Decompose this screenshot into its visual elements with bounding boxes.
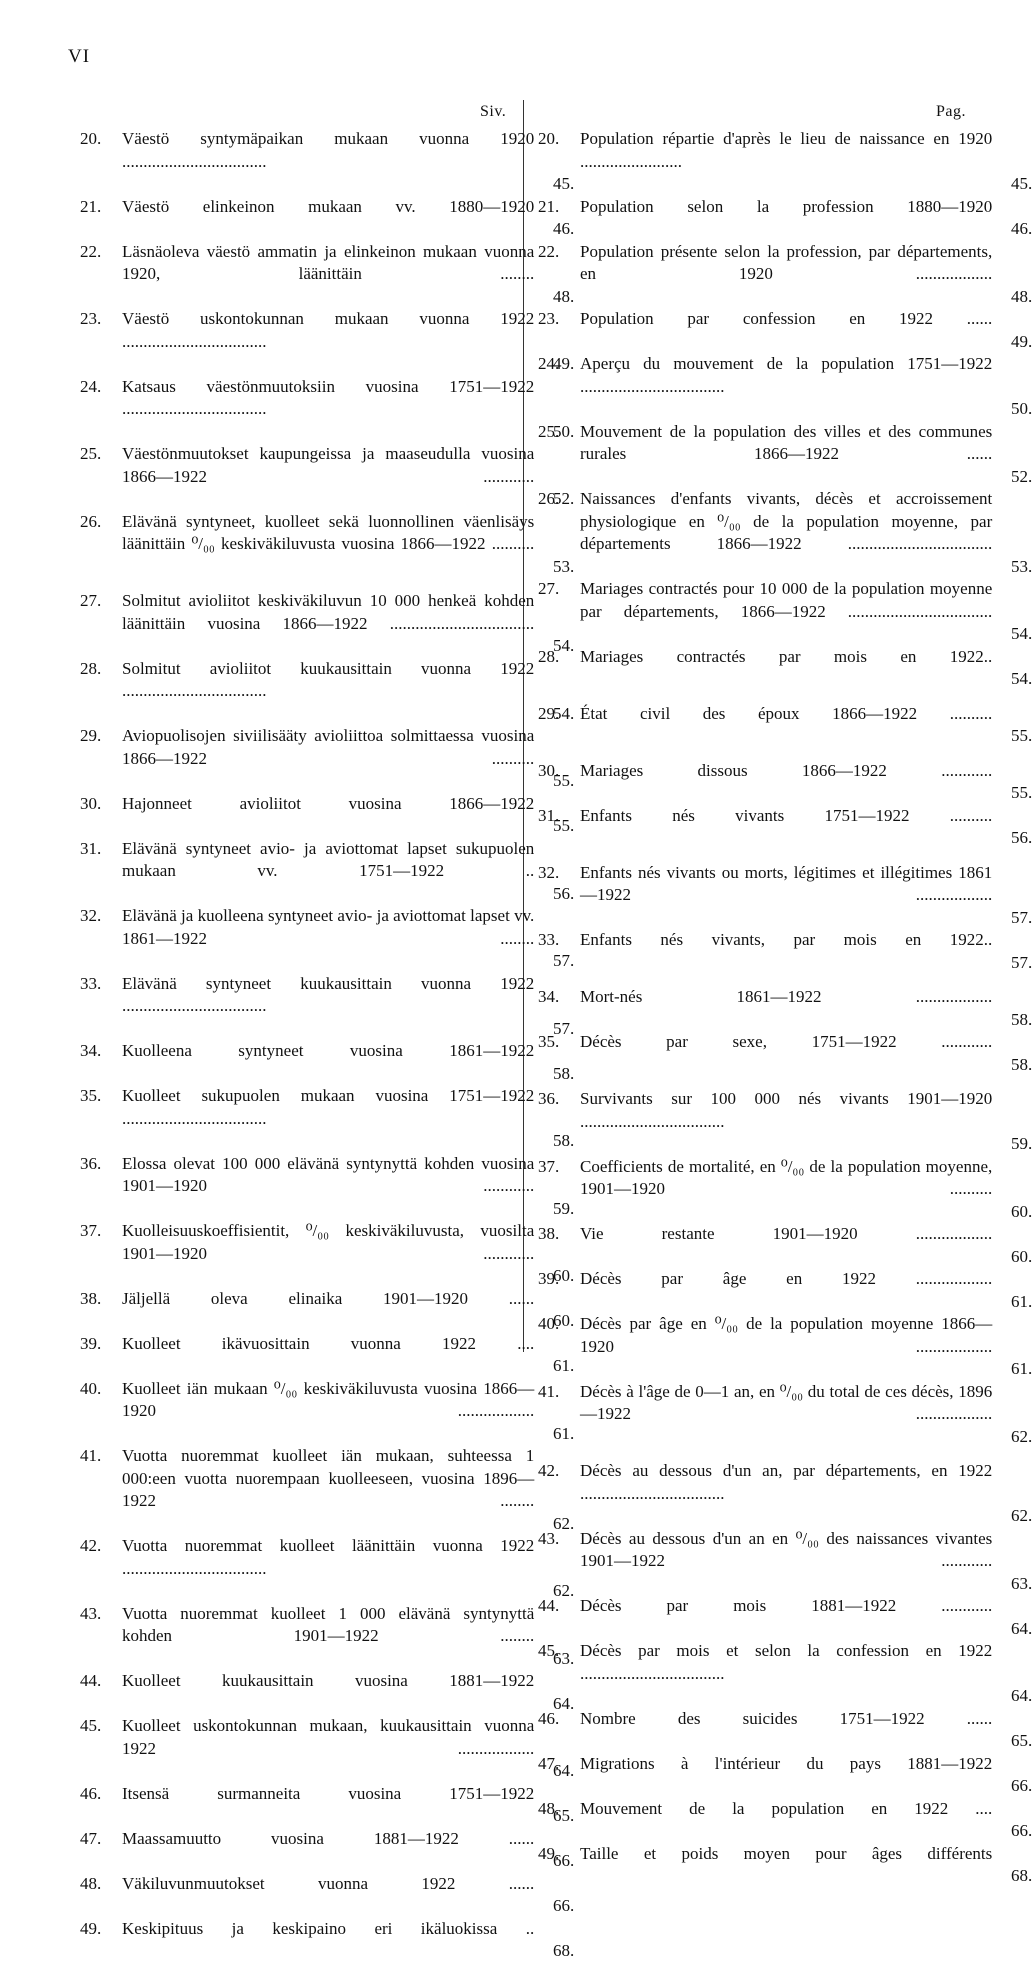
finnish-entry-page: 53. (553, 556, 575, 576)
french-entry-number: 23. (538, 309, 560, 328)
french-entry-page: 68. (1011, 1866, 1032, 1885)
french-entry-number: 35. (538, 1032, 560, 1051)
finnish-entry-page: 57. (553, 951, 575, 970)
french-entry (538, 128, 1032, 196)
finnish-entry-title: Väestö syntymäpaikan mukaan vuonna 1920 .................................. (122, 129, 535, 171)
french-entry (538, 862, 1032, 930)
french-entry-title: Mariages contractés pour 10 000 de la population moyenne par départements, 1866—1922 .................................. (580, 579, 993, 621)
french-entry (538, 1031, 1032, 1076)
finnish-entry-page: 64. (553, 1693, 575, 1713)
french-entry-title: Décès par sexe, 1751—1922 ............ (580, 1032, 993, 1051)
finnish-entry-number: 28. (80, 658, 102, 678)
french-entry-title: Population par confession en 1922 ...... (580, 309, 993, 328)
french-entry (538, 1223, 1032, 1268)
french-entry-title: Vie restante 1901—1920 .................. (580, 1224, 993, 1243)
finnish-entry-page: 52. (553, 489, 575, 508)
french-entry-title: Décès par mois et selon la confession en 1922 .................................. (580, 1641, 993, 1683)
finnish-entry-title: Katsaus väestönmuutoksiin vuosina 1751—1922 .................................. (122, 376, 535, 418)
finnish-entry-title: Kuolleet uskontokunnan mukaan, kuukausittain vuonna 1922 .................. (122, 1716, 535, 1758)
french-entry-title: Décès au dessous d'un an en ⁰/₀₀ des naissances vivantes 1901—1922 ............ (580, 1528, 993, 1570)
french-entry (538, 760, 1032, 805)
french-entry (538, 646, 1032, 691)
finnish-entry-number: 35. (80, 1086, 102, 1105)
french-entry-page: 55. (1011, 783, 1032, 802)
finnish-entry-number: 24. (80, 376, 102, 396)
finnish-entry (80, 128, 575, 196)
french-entry-title: Nombre des suicides 1751—1922 ...... (580, 1708, 993, 1728)
finnish-entry (80, 241, 575, 309)
french-entry (538, 1313, 1032, 1381)
finnish-entry-title: Kuolleet kuukausittain vuosina 1881—1922 (122, 1671, 535, 1690)
finnish-entry-title: Vuotta nuoremmat kuolleet 1 000 elävänä syntynyttä kohden 1901—1922 ........ (122, 1603, 535, 1645)
finnish-entry-title: Kuolleet iän mukaan ⁰/₀₀ keskiväkiluvusta vuosina 1866—1920 .................. (122, 1378, 535, 1420)
french-entry-number: 40. (538, 1314, 560, 1333)
finnish-entry-page: 50. (553, 421, 575, 441)
finnish-entry-title: Solmitut avioliitot kuukausittain vuonna 1922 .................................. (122, 658, 535, 700)
french-entry-number: 27. (538, 579, 560, 598)
french-entry (538, 1268, 1032, 1313)
french-entry (538, 929, 1032, 974)
french-entry-number: 33. (538, 930, 560, 949)
finnish-entry-number: 23. (80, 309, 102, 328)
french-entry-number: 26. (538, 489, 560, 508)
french-entry-page: 57. (1011, 952, 1032, 972)
french-entry-title: Décès par âge en 1922 .................. (580, 1269, 993, 1288)
french-entry-title: Coefficients de mortalité, en ⁰/₀₀ de la population moyenne, 1901—1920 .......... (580, 1156, 993, 1198)
french-entry (538, 196, 1032, 241)
finnish-entry-title: Itsensä surmanneita vuosina 1751—1922 (122, 1783, 535, 1803)
french-entry-page: 50. (1011, 399, 1032, 418)
french-entry-number: 31. (538, 805, 560, 825)
finnish-entry-page: 62. (553, 1513, 575, 1533)
finnish-entry-page: 61. (553, 1423, 575, 1443)
french-entry-page: 49. (1011, 331, 1032, 351)
finnish-entry-title: Väestönmuutokset kaupungeissa ja maaseudulla vuosina 1866—1922 ............ (122, 444, 535, 486)
finnish-entry-number: 30. (80, 793, 102, 813)
finnish-entry-number: 36. (80, 1153, 102, 1173)
finnish-entry-title: Elävänä syntyneet avio- ja aviottomat lapset sukupuolen mukaan vv. 1751—1922 .. (122, 838, 535, 880)
finnish-entry-title: Maassamuutto vuosina 1881—1922 ...... (122, 1828, 535, 1848)
french-entry-number: 42. (538, 1461, 560, 1480)
french-entry-page: 52. (1011, 466, 1032, 486)
finnish-entry-title: Solmitut avioliitot keskiväkiluvun 10 000 henkeä kohden läänittäin vuosina 1866—1922 .................................. (122, 591, 535, 633)
finnish-entry-page: 63. (553, 1648, 575, 1668)
finnish-entry-page: 65. (553, 1806, 575, 1825)
french-entry (538, 353, 1032, 421)
french-entry-page: 58. (1011, 1054, 1032, 1074)
french-entry (538, 703, 1032, 748)
finnish-entry-number: 20. (80, 129, 102, 148)
finnish-entry-title: Aviopuolisojen siviilisääty avioliittoa solmittaessa vuosina 1866—1922 .......... (122, 726, 535, 768)
french-entry-page: 60. (1011, 1246, 1032, 1266)
french-entry-page: 55. (1011, 726, 1032, 745)
french-entry-page: 59. (1011, 1134, 1032, 1153)
french-entry-number: 48. (538, 1798, 560, 1818)
finnish-entry-title: Hajonneet avioliitot vuosina 1866—1922 (122, 793, 535, 813)
finnish-entry (80, 511, 575, 579)
finnish-entry-page: 66. (553, 1896, 575, 1915)
finnish-entry (80, 1918, 575, 1963)
french-entry-number: 44. (538, 1596, 560, 1615)
finnish-entry-page: 55. (553, 816, 575, 835)
finnish-entry-title: Elävänä syntyneet kuukausittain vuonna 1922 .................................. (122, 973, 535, 1015)
finnish-entry-page: 61. (553, 1356, 575, 1375)
finnish-entry-page: 60. (553, 1266, 575, 1285)
french-entry-title: État civil des époux 1866—1922 .......... (580, 703, 993, 723)
finnish-entry-title: Kuolleena syntyneet vuosina 1861—1922 (122, 1041, 535, 1060)
finnish-entry-title: Jäljellä oleva elinaika 1901—1920 ...... (122, 1288, 535, 1308)
french-entry-title: Population selon la profession 1880—1920 (580, 196, 993, 216)
french-entry-page: 58. (1011, 1009, 1032, 1029)
finnish-entry-number: 31. (80, 838, 102, 858)
french-entry (538, 805, 1032, 850)
french-entry-title: Naissances d'enfants vivants, décès et accroissement physiologique en ⁰/₀₀ de la population moyenne, par départements 1866—1922 .................................. (580, 489, 993, 553)
french-entry-number: 29. (538, 703, 560, 723)
french-entry (538, 308, 1032, 353)
french-entry-page: 60. (1011, 1201, 1032, 1221)
finnish-entry-number: 43. (80, 1603, 102, 1623)
french-entry (538, 421, 1032, 489)
finnish-entry-page: 45. (553, 174, 575, 193)
french-entry-title: Aperçu du mouvement de la population 1751—1922 .................................. (580, 354, 993, 396)
finnish-entry-number: 41. (80, 1446, 102, 1465)
french-entry-title: Décès à l'âge de 0—1 an, en ⁰/₀₀ du total de ces décès, 1896—1922 .................. (580, 1381, 993, 1423)
finnish-entry-number: 42. (80, 1536, 102, 1555)
french-entry-page: 61. (1011, 1291, 1032, 1311)
finnish-entry-number: 48. (80, 1873, 102, 1893)
finnish-entry-page: 49. (553, 354, 575, 373)
finnish-entry-number: 22. (80, 241, 102, 261)
french-entry-number: 24. (538, 354, 560, 373)
french-entry-number: 34. (538, 987, 560, 1006)
finnish-entry-page: 58. (553, 1131, 575, 1150)
french-entry-number: 41. (538, 1381, 560, 1401)
french-entry-title: Taille et poids moyen pour âges différents (580, 1843, 993, 1863)
french-entry-title: Décès par mois 1881—1922 ............ (580, 1596, 993, 1615)
french-entry-page: 56. (1011, 828, 1032, 847)
french-entry (538, 986, 1032, 1031)
finnish-entry-page: 46. (553, 219, 575, 238)
finnish-entry-number: 40. (80, 1378, 102, 1398)
finnish-entry-number: 49. (80, 1918, 102, 1938)
french-entry-page: 45. (1011, 174, 1032, 193)
french-entry (538, 1798, 1032, 1843)
french-entry (538, 488, 1032, 578)
finnish-entry-number: 38. (80, 1288, 102, 1308)
finnish-entry-title: Elävänä ja kuolleena syntyneet avio- ja aviottomat lapset vv. 1861—1922 ........ (122, 906, 535, 948)
french-entry-title: Migrations à l'intérieur du pays 1881—1922 (580, 1753, 993, 1773)
page-number: VI (68, 46, 91, 67)
finnish-entry-page: 59. (553, 1198, 575, 1218)
french-entry (538, 1595, 1032, 1640)
french-toc-column (538, 128, 1032, 1888)
finnish-entry-number: 27. (80, 591, 102, 610)
french-entry-page: 65. (1011, 1731, 1032, 1750)
french-entry-title: Enfants nés vivants, par mois en 1922.. (580, 930, 993, 949)
finnish-entry-page: 54. (553, 636, 575, 655)
french-entry-number: 20. (538, 129, 560, 148)
french-entry-page: 46. (1011, 219, 1032, 238)
finnish-page-column-header: Siv. (480, 103, 507, 120)
french-entry-title: Décès au dessous d'un an, par départements, en 1922 .................................. (580, 1461, 993, 1503)
finnish-entry-title: Väkiluvunmuutokset vuonna 1922 ...... (122, 1873, 535, 1893)
finnish-entry-page: 48. (553, 286, 575, 306)
finnish-entry-number: 45. (80, 1716, 102, 1735)
french-entry-title: Mort-nés 1861—1922 .................. (580, 987, 993, 1006)
french-entry-title: Décès par âge en ⁰/₀₀ de la population moyenne 1866—1920 .................. (580, 1314, 993, 1356)
french-entry-page: 62. (1011, 1506, 1032, 1525)
finnish-toc-column (80, 128, 575, 1963)
finnish-entry-page: 56. (553, 883, 575, 903)
french-entry-page: 48. (1011, 286, 1032, 306)
finnish-entry-number: 29. (80, 726, 102, 745)
finnish-entry (80, 376, 575, 444)
finnish-entry-title: Kuolleisuuskoeffisientit, ⁰/₀₀ keskiväkiluvusta, vuosilta 1901—1920 ............ (122, 1221, 535, 1263)
french-entry-title: Population présente selon la profession, par départements, en 1920 .................. (580, 241, 993, 283)
french-entry-page: 64. (1011, 1686, 1032, 1705)
french-entry-page: 57. (1011, 907, 1032, 927)
french-entry-number: 28. (538, 646, 560, 666)
french-entry-page: 62. (1011, 1426, 1032, 1446)
finnish-entry-title: Väestö elinkeinon mukaan vv. 1880—1920 (122, 196, 535, 216)
finnish-entry-number: 26. (80, 511, 102, 531)
french-entry (538, 1640, 1032, 1708)
finnish-entry-page: 58. (553, 1063, 575, 1083)
finnish-entry-page: 62. (553, 1581, 575, 1600)
finnish-entry-number: 39. (80, 1333, 102, 1353)
french-entry-number: 45. (538, 1641, 560, 1660)
finnish-entry-page: 68. (553, 1941, 575, 1960)
finnish-entry-number: 37. (80, 1221, 102, 1240)
finnish-entry-title: Elossa olevat 100 000 elävänä syntynyttä kohden vuosina 1901—1920 ............ (122, 1153, 535, 1195)
french-entry-number: 21. (538, 196, 560, 216)
french-entry-page: 54. (1011, 624, 1032, 643)
finnish-entry-title: Keskipituus ja keskipaino eri ikäluokissa .. (122, 1918, 535, 1938)
french-entry-number: 47. (538, 1753, 560, 1773)
french-entry (538, 1460, 1032, 1528)
french-entry-number: 49. (538, 1843, 560, 1863)
finnish-entry-number: 44. (80, 1671, 102, 1690)
finnish-entry-page: 64. (553, 1761, 575, 1780)
french-entry-number: 32. (538, 862, 560, 882)
finnish-entry-title: Vuotta nuoremmat kuolleet iän mukaan, suhteessa 1 000:een vuotta nuorempaan kuolleeseen, vuosina 1896—1922 ........ (122, 1446, 535, 1510)
french-entry (538, 1156, 1032, 1224)
finnish-entry-page: 66. (553, 1851, 575, 1870)
french-entry-number: 46. (538, 1708, 560, 1728)
french-entry-number: 30. (538, 760, 560, 780)
french-entry-page: 66. (1011, 1776, 1032, 1795)
french-entry-page: 66. (1011, 1821, 1032, 1840)
finnish-entry-title: Elävänä syntyneet, kuolleet sekä luonnollinen väenlisäys läänittäin ⁰/₀₀ keskiväkiluvusta vuosina 1866—1922 .......... (122, 511, 535, 553)
french-entry (538, 578, 1032, 646)
french-entry-page: 64. (1011, 1618, 1032, 1638)
finnish-entry-title: Läsnäoleva väestö ammatin ja elinkeinon mukaan vuonna 1920, läänittäin ........ (122, 241, 535, 283)
french-entry-title: Enfants nés vivants ou morts, légitimes et illégitimes 1861—1922 .................. (580, 862, 993, 904)
finnish-entry-page: 57. (553, 1018, 575, 1038)
finnish-entry-title: Kuolleet ikävuosittain vuonna 1922 .... (122, 1333, 535, 1353)
french-entry-title: Mouvement de la population en 1922 .... (580, 1798, 993, 1818)
french-entry (538, 1528, 1032, 1596)
french-entry-number: 37. (538, 1156, 560, 1176)
finnish-entry-page: 55. (553, 771, 575, 790)
french-page-column-header: Pag. (936, 103, 966, 120)
finnish-entry-number: 46. (80, 1783, 102, 1803)
finnish-entry-title: Vuotta nuoremmat kuolleet läänittäin vuonna 1922 .................................. (122, 1536, 535, 1578)
finnish-entry-title: Väestö uskontokunnan mukaan vuonna 1922 .................................. (122, 309, 535, 351)
finnish-entry (80, 308, 575, 376)
finnish-entry (80, 1873, 575, 1918)
french-entry-number: 36. (538, 1089, 560, 1108)
french-entry-title: Mariages dissous 1866—1922 ............ (580, 760, 993, 780)
finnish-entry-number: 47. (80, 1828, 102, 1848)
french-entry (538, 1753, 1032, 1798)
finnish-entry-number: 33. (80, 973, 102, 993)
finnish-entry (80, 196, 575, 241)
french-entry-title: Population répartie d'après le lieu de naissance en 1920 ........................ (580, 129, 993, 171)
finnish-entry (80, 1333, 575, 1378)
finnish-entry-number: 21. (80, 196, 102, 216)
french-entry-title: Mouvement de la population des villes et des communes rurales 1866—1922 ...... (580, 421, 993, 463)
french-entry-number: 25. (538, 421, 560, 441)
french-entry-title: Mariages contractés par mois en 1922.. (580, 646, 993, 666)
french-entry (538, 1708, 1032, 1753)
french-entry (538, 241, 1032, 309)
finnish-entry (80, 1670, 575, 1715)
french-entry-number: 39. (538, 1269, 560, 1288)
finnish-entry-number: 32. (80, 906, 102, 925)
finnish-entry-number: 34. (80, 1041, 102, 1060)
finnish-entry-page: 60. (553, 1311, 575, 1330)
french-entry-number: 22. (538, 241, 560, 261)
french-entry-number: 38. (538, 1224, 560, 1243)
finnish-entry-number: 25. (80, 444, 102, 463)
finnish-entry-title: Kuolleet sukupuolen mukaan vuosina 1751—1922 .................................. (122, 1086, 535, 1128)
french-entry-page: 53. (1011, 556, 1032, 576)
french-entry-page: 54. (1011, 669, 1032, 688)
french-entry-page: 63. (1011, 1573, 1032, 1593)
french-entry (538, 1381, 1032, 1449)
french-entry-number: 43. (538, 1528, 560, 1548)
french-entry (538, 1088, 1032, 1156)
french-entry-page: 61. (1011, 1359, 1032, 1378)
finnish-entry-page: 54. (553, 703, 575, 723)
french-entry-title: Enfants nés vivants 1751—1922 .......... (580, 805, 993, 825)
french-entry-title: Survivants sur 100 000 nés vivants 1901—1920 .................................. (580, 1089, 993, 1131)
french-entry (538, 1843, 1032, 1888)
